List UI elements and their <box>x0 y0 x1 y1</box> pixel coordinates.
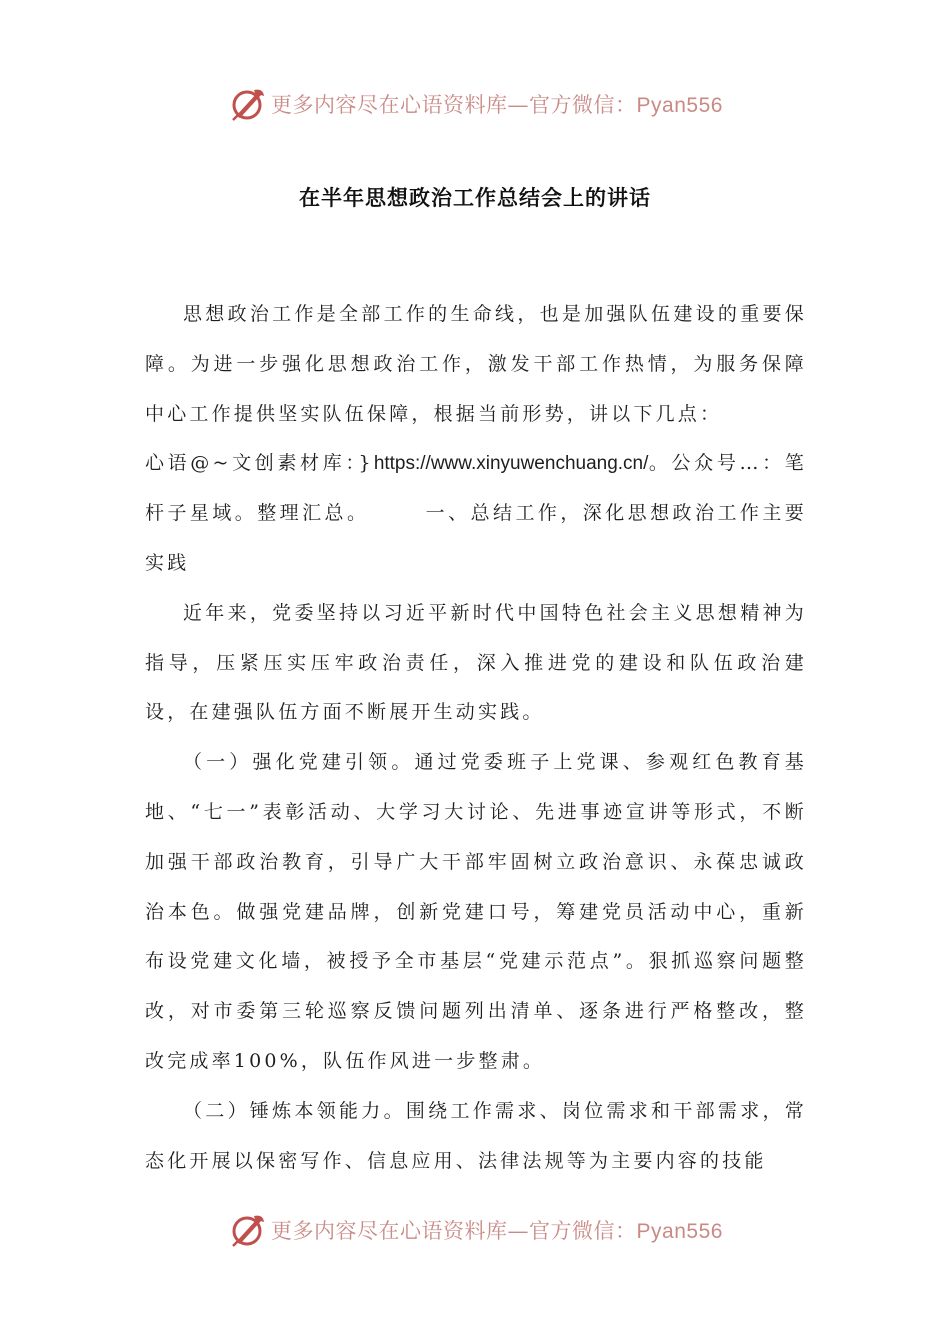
quill-logo-icon <box>227 84 267 124</box>
paragraph-party-building: （一）强化党建引领。通过党委班子上党课、参观红色教育基地、“七一”表彰活动、大学习大讨论、先进事迹宣讲等形式，不断加强干部政治教育，引导广大干部牢固树立政治意识、永葆忠诚政治本色。做强党建品牌，创新党建口号，筹建党员活动中心，重新布设党建文化墙，被授予全市基层“党建示范点”。狠抓巡察问题整改，对市委第三轮巡察反馈问题列出清单、逐条进行严格整改，整改完成率100%，队伍作风进一步整肃。 <box>145 751 807 1072</box>
ad-suffix: 。公众号…：笔杆子星域。整理汇总。 <box>145 452 807 525</box>
header-wechat-id: Pyan556 <box>636 94 723 117</box>
paragraph-recent-years: 近年来，党委坚持以习近平新时代中国特色社会主义思想精神为指导，压紧压实压牢政治责任，深入推进党的建设和队伍政治建设，在建强队伍方面不断展开生动实践。 <box>145 601 807 724</box>
footer-banner <box>0 1208 950 1252</box>
document-title: 在半年思想政治工作总结会上的讲话 <box>299 185 651 210</box>
document-body <box>145 290 807 1186</box>
paragraph-skills: （二）锤炼本领能力。围绕工作需求、岗位需求和干部需求，常态化开展以保密写作、信息应用、法律法规等为主要内容的技能 <box>145 1099 807 1172</box>
ad-url-link[interactable]: https://www.xinyuwenchuang.cn/ <box>373 453 649 475</box>
section-heading-1: 一、总结工作，深化思想政治工作主要实践 <box>145 502 807 574</box>
quill-logo-icon <box>227 1210 267 1250</box>
paragraph-intro: 思想政治工作是全部工作的生命线，也是加强队伍建设的重要保障。为进一步强化思想政治工作，激发干部工作热情，为服务保障中心工作提供坚实队伍保障，根据当前形势，讲以下几点： <box>145 303 807 425</box>
ad-prefix: 心语@~文创素材库：} <box>145 452 374 475</box>
header-banner-text: 更多内容尽在心语资料库—官方微信：Pyan556 <box>271 93 723 117</box>
header-banner <box>0 82 950 126</box>
footer-banner-text: 更多内容尽在心语资料库—官方微信：Pyan556 <box>271 1219 723 1243</box>
paragraph-ad-line <box>145 439 807 588</box>
footer-wechat-id: Pyan556 <box>636 1220 723 1243</box>
